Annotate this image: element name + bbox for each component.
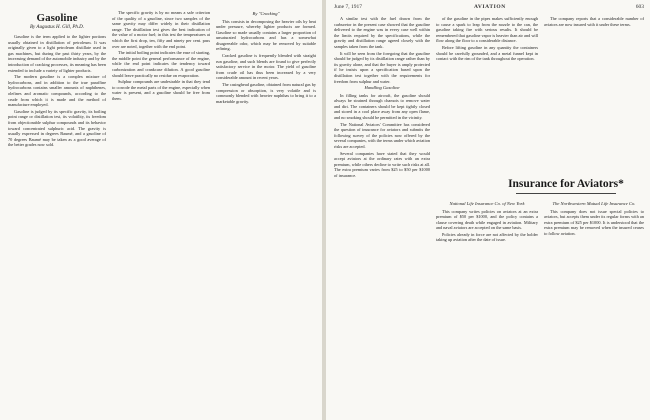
right-column-3-top <box>544 16 644 176</box>
page-number: 603 <box>635 4 644 10</box>
right-column-2-top <box>436 16 538 176</box>
paragraph: In filling tanks for aircraft, the gasoline should always be strained through chamois to remove water and dirt. The containers should be kept tightly closed and stored in a cool place away from any open flame, and no smoking should be permitted in the vicinity. <box>334 92 430 120</box>
insurance-article-title: Insurance for Aviators* <box>508 178 624 190</box>
paragraph: Policies already in force are not affected by the holder taking up aviation after the date of issue. <box>436 231 538 243</box>
section-subhead: By "Cracking" <box>252 11 280 16</box>
paragraph: Gasoline is judged by its specific gravity, its boiling point range or distillation test, its volatility, its freedom from objectionable sulphur compounds and its behavior toward concentrated sulphuric acid. The gravity is usually expressed in degrees Baumé, and a gasoline of 70 degrees Baumé may be taken as a good average of the better grades now sold. <box>8 108 106 148</box>
journal-name: AVIATION <box>474 4 506 10</box>
paragraph: The National Aviators' Committee has considered the question of insurance for aviators and submits the following survey of the policies now offered by the several companies, with the terms under which aviation risks are accepted. <box>334 121 430 149</box>
paragraph: of the gasoline in the pipes makes sufficiently enough to cause a spark to leap from the nozzle to the can, the gasoline taking fire with serious results. It should be remembered that gasoline vapor is heavier than air and will flow along the floor to a considerable distance. <box>436 16 538 44</box>
issue-date: June 7, 1917 <box>334 4 362 10</box>
article-title: Gasoline <box>36 12 78 24</box>
left-column-1 <box>8 10 106 414</box>
paragraph: Cracked gasoline is frequently blended with straight run gasoline, and such blends are found to give perfectly satisfactory service in the motor. The yield of gasoline from crude oil has thus been increased by a very considerable amount in recent years. <box>216 53 316 81</box>
paragraph: The modern gasoline is a complex mixture of hydrocarbons, and in addition to the true paraffine hydrocarbons contains smaller amounts of naphthenes, olefines and aromatic compounds, according to the crude from which it is made and the method of manufacture employed. <box>8 74 106 108</box>
section-subhead: Handling Gasoline <box>364 85 400 91</box>
paragraph: Before lifting gasoline in any quantity the containers should be carefully grounded, and a metal funnel kept in contact with the rim of the tank throughout the operation. <box>436 44 538 62</box>
right-column-2-bottom <box>436 200 538 414</box>
left-page <box>0 0 322 420</box>
paragraph: This consists in decomposing the heavier oils by heat under pressure, whereby lighter products are formed. Gasoline so made usually contains a larger proportion of unsaturated hydrocarbons and has a somewhat disagreeable odor, which may be removed by suitable refining. <box>216 18 316 52</box>
paragraph: A similar test with the fuel drawn from the carburetor in the present case showed that the gasoline delivered to the engine was in every case well within the limits required by the specifications, while the gravity and distillation range agreed closely with the samples taken from the tank. <box>334 16 430 49</box>
right-column-3-bottom <box>544 200 644 414</box>
section-subhead: National Life Insurance Co. of New York <box>449 201 525 206</box>
left-column-2 <box>112 10 210 414</box>
paragraph: Several companies have stated that they would accept aviators at the ordinary rates with an extra premium, while others decline to write such risks at all. The extra premium varies from $25 to $50 per $1000 of insurance. <box>334 150 430 178</box>
left-column-3 <box>216 10 316 414</box>
paragraph: The casinghead gasoline, obtained from natural gas by compression or absorption, is very volatile and is commonly blended with heavier naphthas to bring it to a marketable gravity. <box>216 82 316 104</box>
paragraph: Sulphur compounds are undesirable in that they tend to corrode the metal parts of the engine, especially when water is present, and a gasoline should be free from them. <box>112 79 210 101</box>
paragraph: The initial boiling point indicates the ease of starting, the middle point the general performance of the engine, while the end point indicates the tendency toward carbonization and crankcase dilution. A good gasoline should leave practically no residue on evaporation. <box>112 50 210 78</box>
paragraph: The company reports that a considerable number of aviators are now insured with it under these terms. <box>544 16 644 27</box>
section-subhead: The Northwestern Mutual Life Insurance Co. <box>552 201 636 206</box>
title-rule <box>516 193 616 194</box>
right-column-1 <box>334 16 430 414</box>
right-page <box>326 0 650 420</box>
article-byline: By Augustus H. Gill, Ph.D. <box>29 25 85 30</box>
running-head <box>334 4 644 14</box>
paragraph: The specific gravity is by no means a safe criterion of the quality of a gasoline, since two samples of the same gravity may differ widely in their distillation range. The distillation test gives the best indication of the value of a motor fuel; in this test the temperatures at which the first drop, ten, fifty and ninety per cent. pass over are noted, together with the end point. <box>112 10 210 49</box>
paragraph: Gasoline is the term applied to the lighter portions usually obtained in distillation of petroleum. It was originally given to a light petroleum distillate used in gas machines, but during the past thirty years, by the increasing demand of the automobile industry and by the introduction of cracking processes, its meaning has been extended to include a variety of lighter products. <box>8 34 106 73</box>
paragraph: This company writes policies on aviators at an extra premium of $50 per $1000, and the policy contains a clause covering death while engaged in aviation. Military and naval aviators are accepted on the same basis. <box>436 208 538 231</box>
paragraph: This company does not issue special policies to aviators, but accepts them under its regular forms with an extra premium of $25 per $1000. It is understood that the extra premium may be removed when the insured ceases to follow aviation. <box>544 208 644 236</box>
paragraph: It will be seen from the foregoing that the gasoline should be judged by its distillation range rather than by its gravity alone, and that the buyer is amply protected if he insists upon a specification based upon the distillation test together with the requirements for freedom from sulphur and water. <box>334 50 430 84</box>
